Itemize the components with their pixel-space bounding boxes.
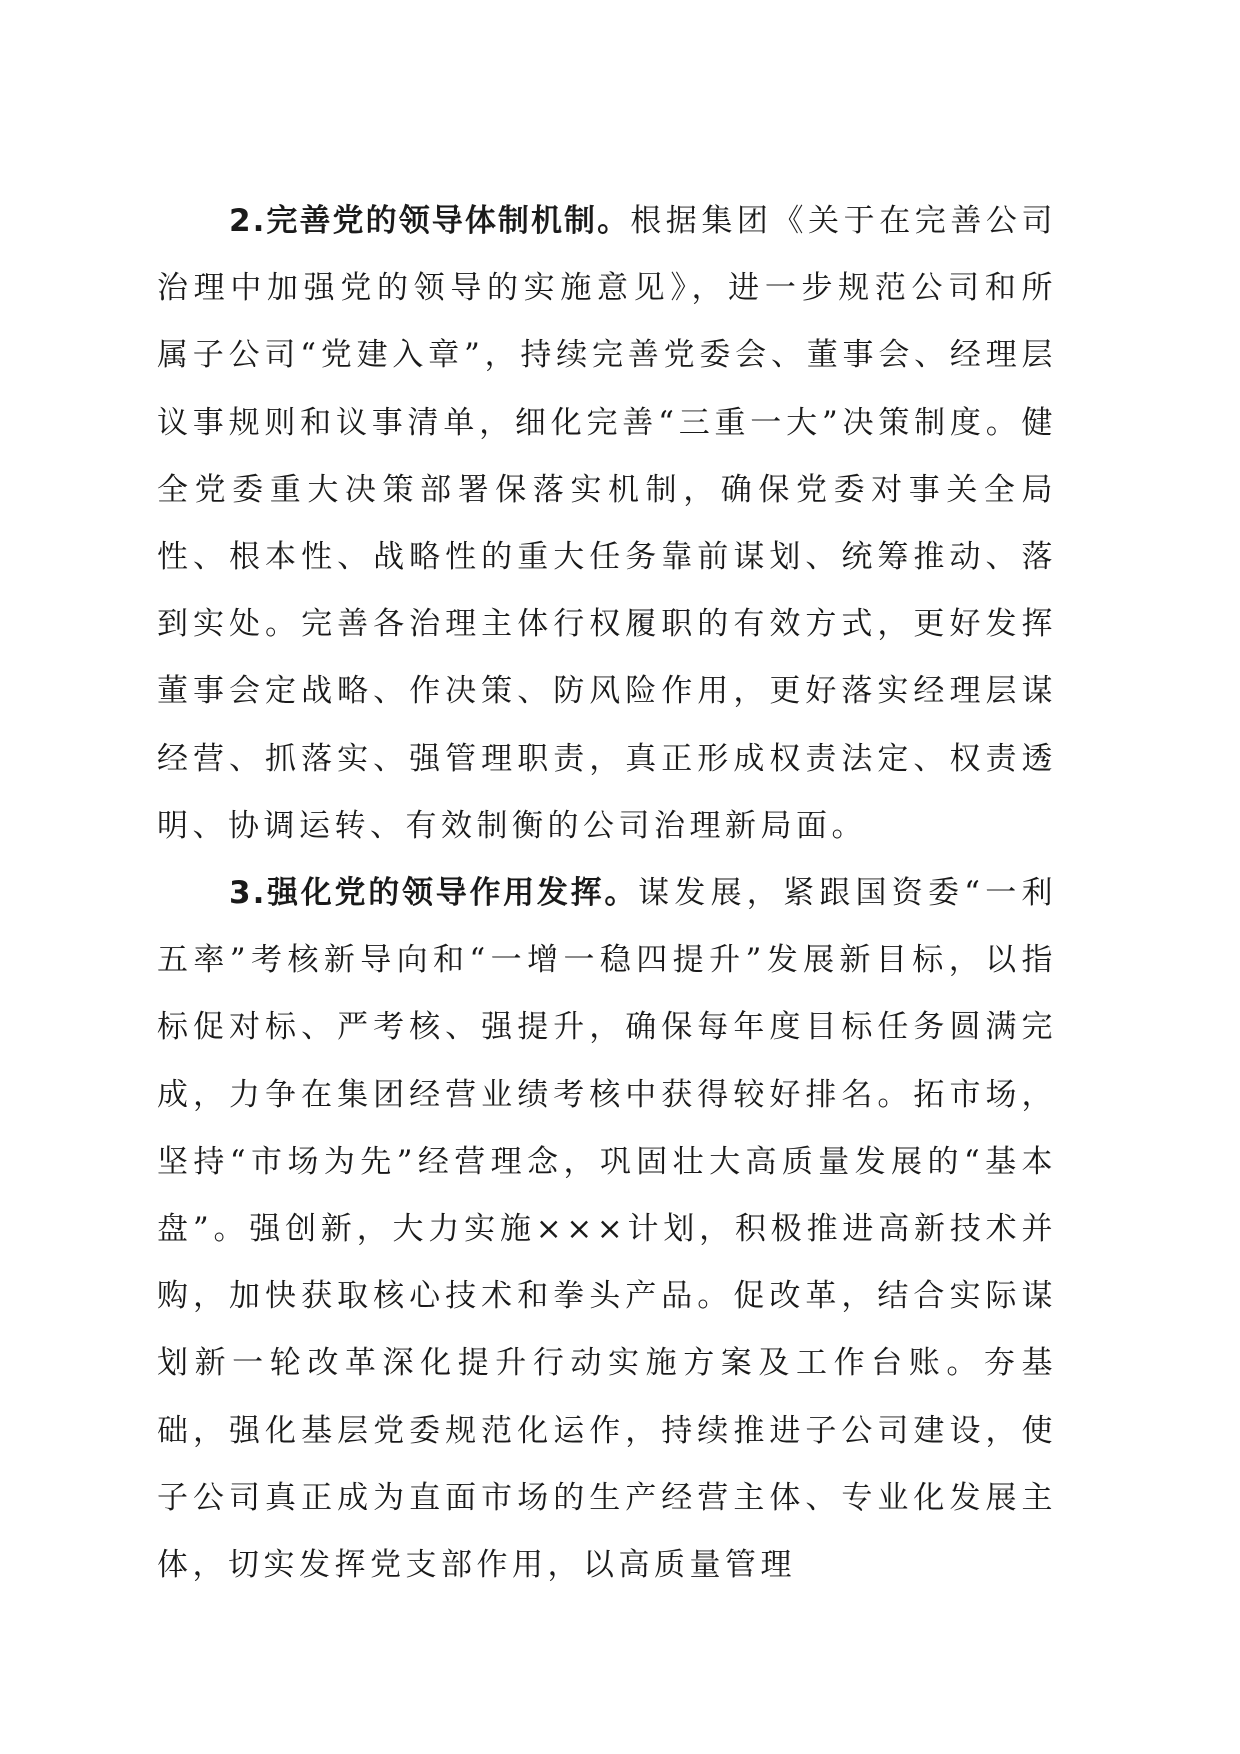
document-body — [157, 188, 1057, 1599]
paragraph-party-leadership-system — [157, 188, 1057, 860]
paragraph-heading: 2.完善党的领导体制机制。 — [229, 203, 631, 239]
paragraph-party-leadership-role — [157, 860, 1057, 1599]
paragraph-text: 根据集团《关于在完善公司治理中加强党的领导的实施意见》，进一步规范公司和所属子公司“党建入章”，持续完善党委会、董事会、经理层议事规则和议事清单，细化完善“三重一大”决策制度。健全党委重大决策部署保落实机制，确保党委对事关全局性、根本性、战略性的重大任务靠前谋划、统筹推动、落到实处。完善各治理主体行权履职的有效方式，更好发挥董事会定战略、作决策、防风险作用，更好落实经理层谋经营、抓落实、强管理职责，真正形成权责法定、权责透明、协调运转、有效制衡的公司治理新局面。 — [157, 203, 1057, 844]
paragraph-heading: 3.强化党的领导作用发挥。 — [229, 875, 639, 912]
paragraph-text: 谋发展，紧跟国资委“一利五率”考核新导向和“一增一稳四提升”发展新目标，以指标促对标、严考核、强提升，确保每年度目标任务圆满完成，力争在集团经营业绩考核中获得较好排名。拓市场，坚持“市场为先”经营理念，巩固壮大高质量发展的“基本盘”。强创新，大力实施×××计划，积极推进高新技术并购，加快获取核心技术和拳头产品。促改革，结合实际谋划新一轮改革深化提升行动实施方案及工作台账。夯基础，强化基层党委规范化运作，持续推进子公司建设，使子公司真正成为直面市场的生产经营主体、专业化发展主体，切实发挥党支部作用，以高质量管理 — [157, 875, 1057, 1584]
